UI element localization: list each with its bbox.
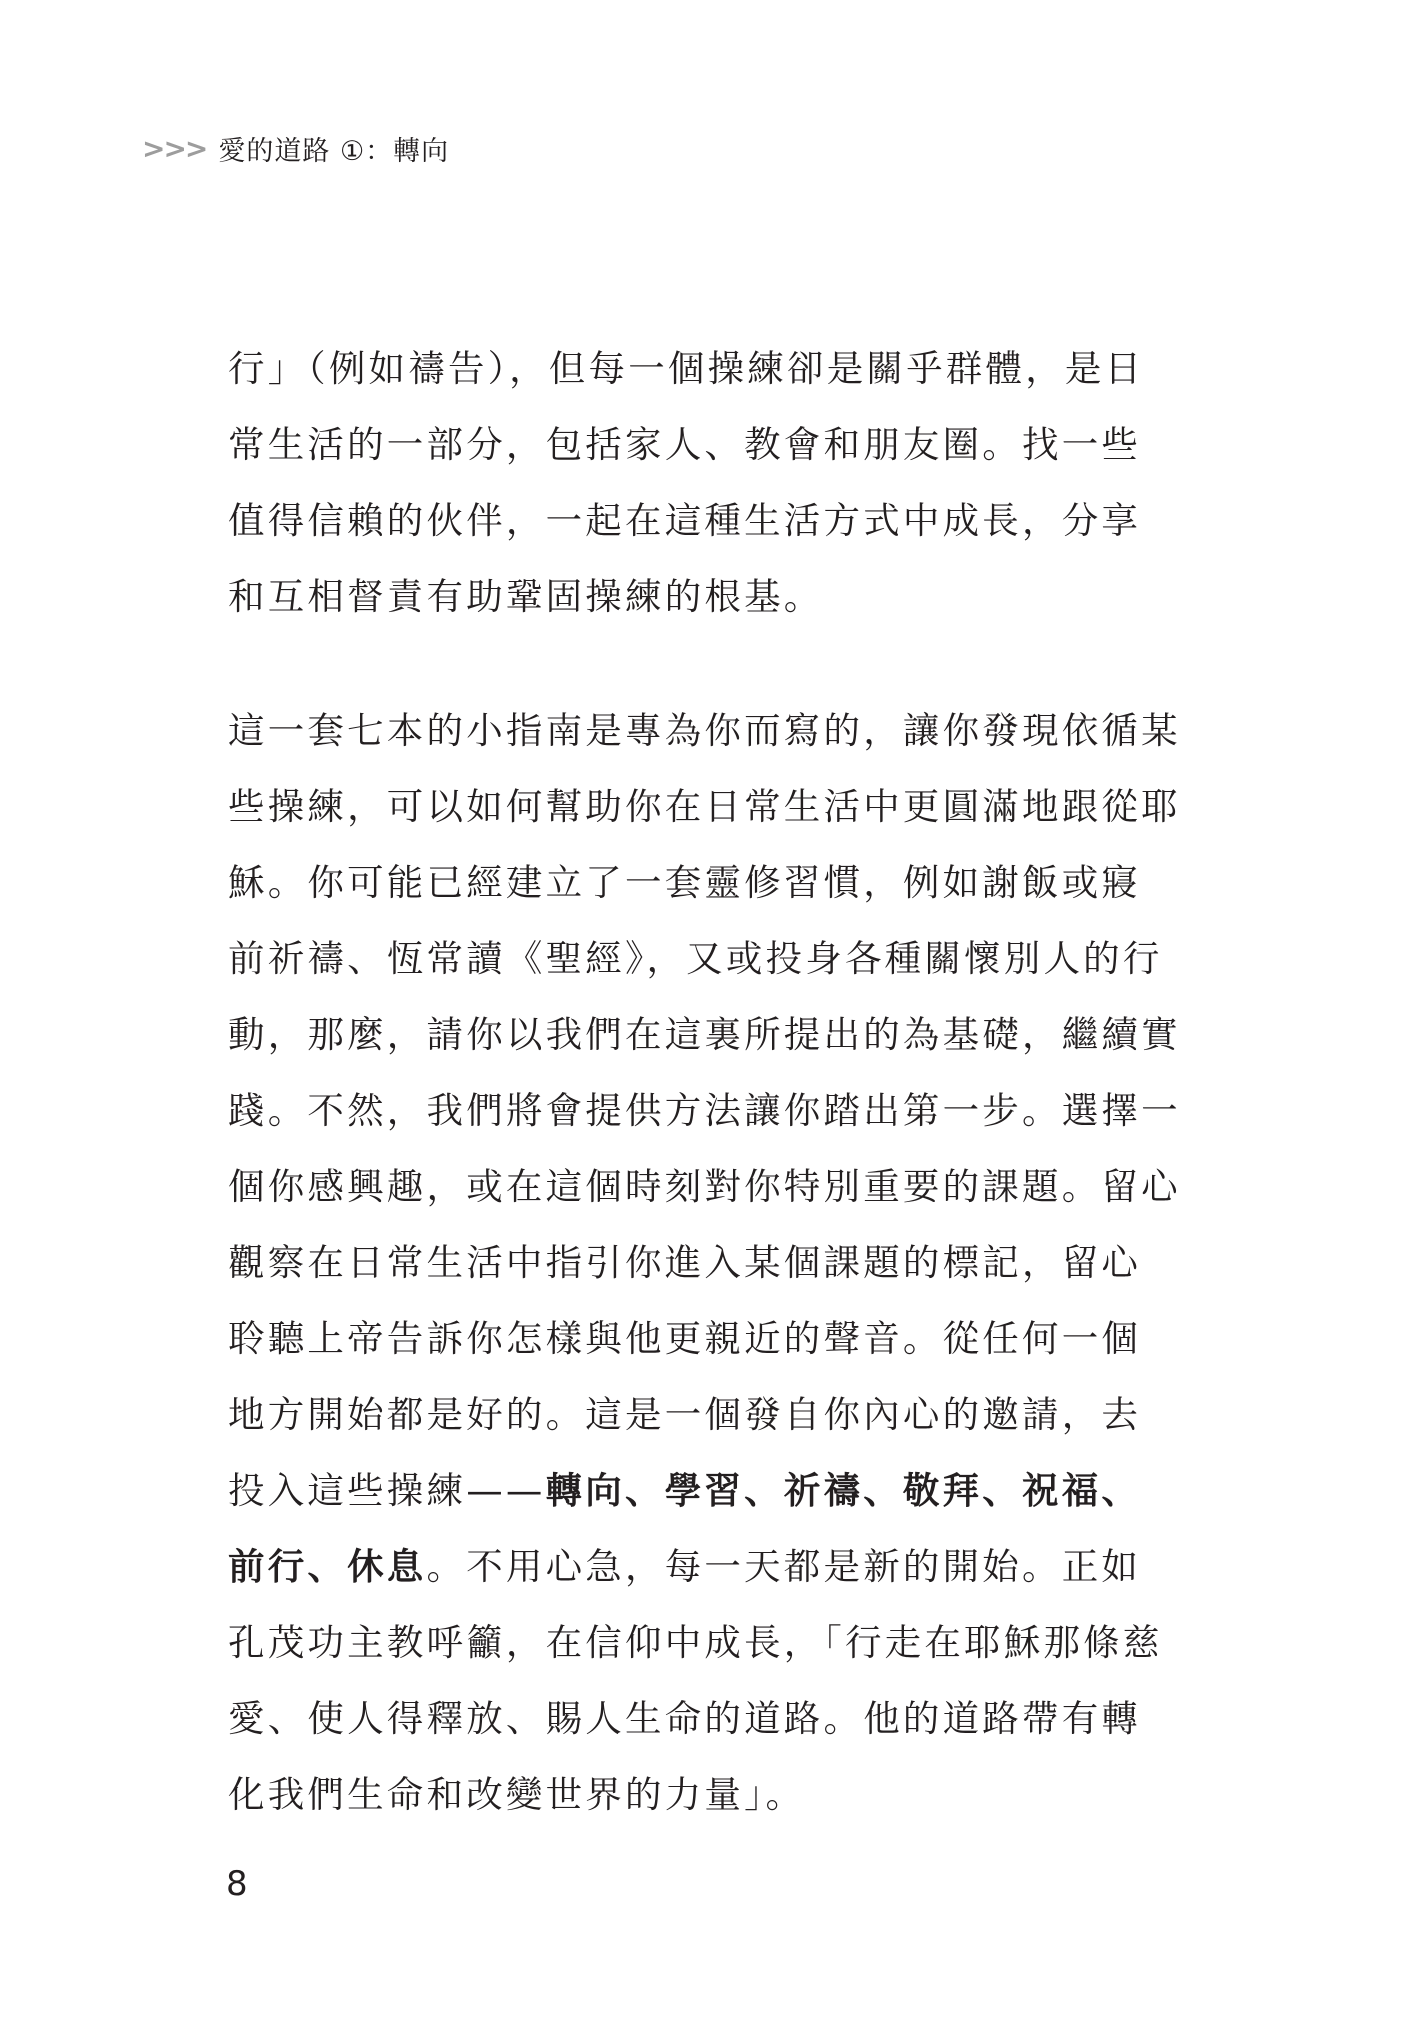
bold-text-segment: 轉向、學習、祈禱、敬拜、祝福、 (545, 1469, 1142, 1512)
text-segment: 常生活的一部分，包括家人、教會和朋友圈。找一些 (228, 423, 1142, 466)
text-line (228, 1453, 1142, 1529)
paragraph (228, 693, 1181, 1833)
text-line (228, 845, 1142, 921)
text-segment: 地方開始都是好的。這是一個發自你內心的邀請，去 (228, 1393, 1142, 1436)
text-segment: 化我們生命和改變世界的力量」。 (228, 1773, 806, 1816)
text-segment: 行」（例如禱告），但每一個操練卻是關乎群體，是日 (228, 347, 1145, 390)
text-line (228, 1073, 1181, 1149)
text-line (228, 1301, 1142, 1377)
chevron-marker-icon: >>> (142, 131, 207, 165)
page-number: 8 (226, 1864, 248, 1904)
text-segment: 。不用心急，每一天都是新的開始。正如 (426, 1545, 1142, 1588)
text-line (228, 693, 1181, 769)
text-line (228, 1529, 1142, 1605)
text-segment: 動，那麼，請你以我們在這裏所提出的為基礎，繼續實 (228, 1013, 1181, 1056)
text-line (228, 1225, 1142, 1301)
text-segment: 踐。不然，我們將會提供方法讓你踏出第一步。選擇一 (228, 1089, 1181, 1132)
text-segment: 孔茂功主教呼籲，在信仰中成長，「行走在耶穌那條慈 (228, 1621, 1163, 1664)
text-line (228, 769, 1181, 845)
running-head (142, 128, 449, 168)
text-line (228, 407, 1142, 483)
text-line (228, 1149, 1181, 1225)
text-line (228, 1681, 1142, 1757)
text-segment: 這一套七本的小指南是專為你而寫的，讓你發現依循某 (228, 709, 1181, 752)
text-line (228, 1605, 1163, 1681)
text-line (228, 559, 1138, 635)
paragraph-gap (228, 635, 1138, 693)
text-line (228, 331, 1145, 407)
text-line (228, 483, 1142, 559)
chapter-title: 愛的道路 ①：轉向 (218, 135, 450, 167)
text-segment: 前祈禱、恆常讀《聖經》，又或投身各種關懷別人的行 (228, 937, 1163, 980)
text-segment: 值得信賴的伙伴，一起在這種生活方式中成長，分享 (228, 499, 1142, 542)
text-segment: 投入這些操練—— (228, 1469, 546, 1512)
text-segment: 聆聽上帝告訴你怎樣與他更親近的聲音。從任何一個 (228, 1317, 1142, 1360)
text-line (228, 921, 1163, 997)
paragraph (228, 331, 1145, 635)
text-segment: 和互相督責有助鞏固操練的根基。 (228, 575, 824, 618)
text-segment: 穌。你可能已經建立了一套靈修習慣，例如謝飯或寢 (228, 861, 1142, 904)
text-line (228, 1377, 1142, 1453)
text-segment: 個你感興趣，或在這個時刻對你特別重要的課題。留心 (228, 1165, 1181, 1208)
bold-text-segment: 前行、休息 (228, 1545, 427, 1588)
text-segment: 觀察在日常生活中指引你進入某個課題的標記，留心 (228, 1241, 1142, 1284)
text-line (228, 997, 1181, 1073)
body-text (228, 331, 1181, 1833)
text-segment: 愛、使人得釋放、賜人生命的道路。他的道路帶有轉 (228, 1697, 1142, 1740)
text-segment: 些操練，可以如何幫助你在日常生活中更圓滿地跟從耶 (228, 785, 1181, 828)
text-line (228, 1757, 1138, 1833)
